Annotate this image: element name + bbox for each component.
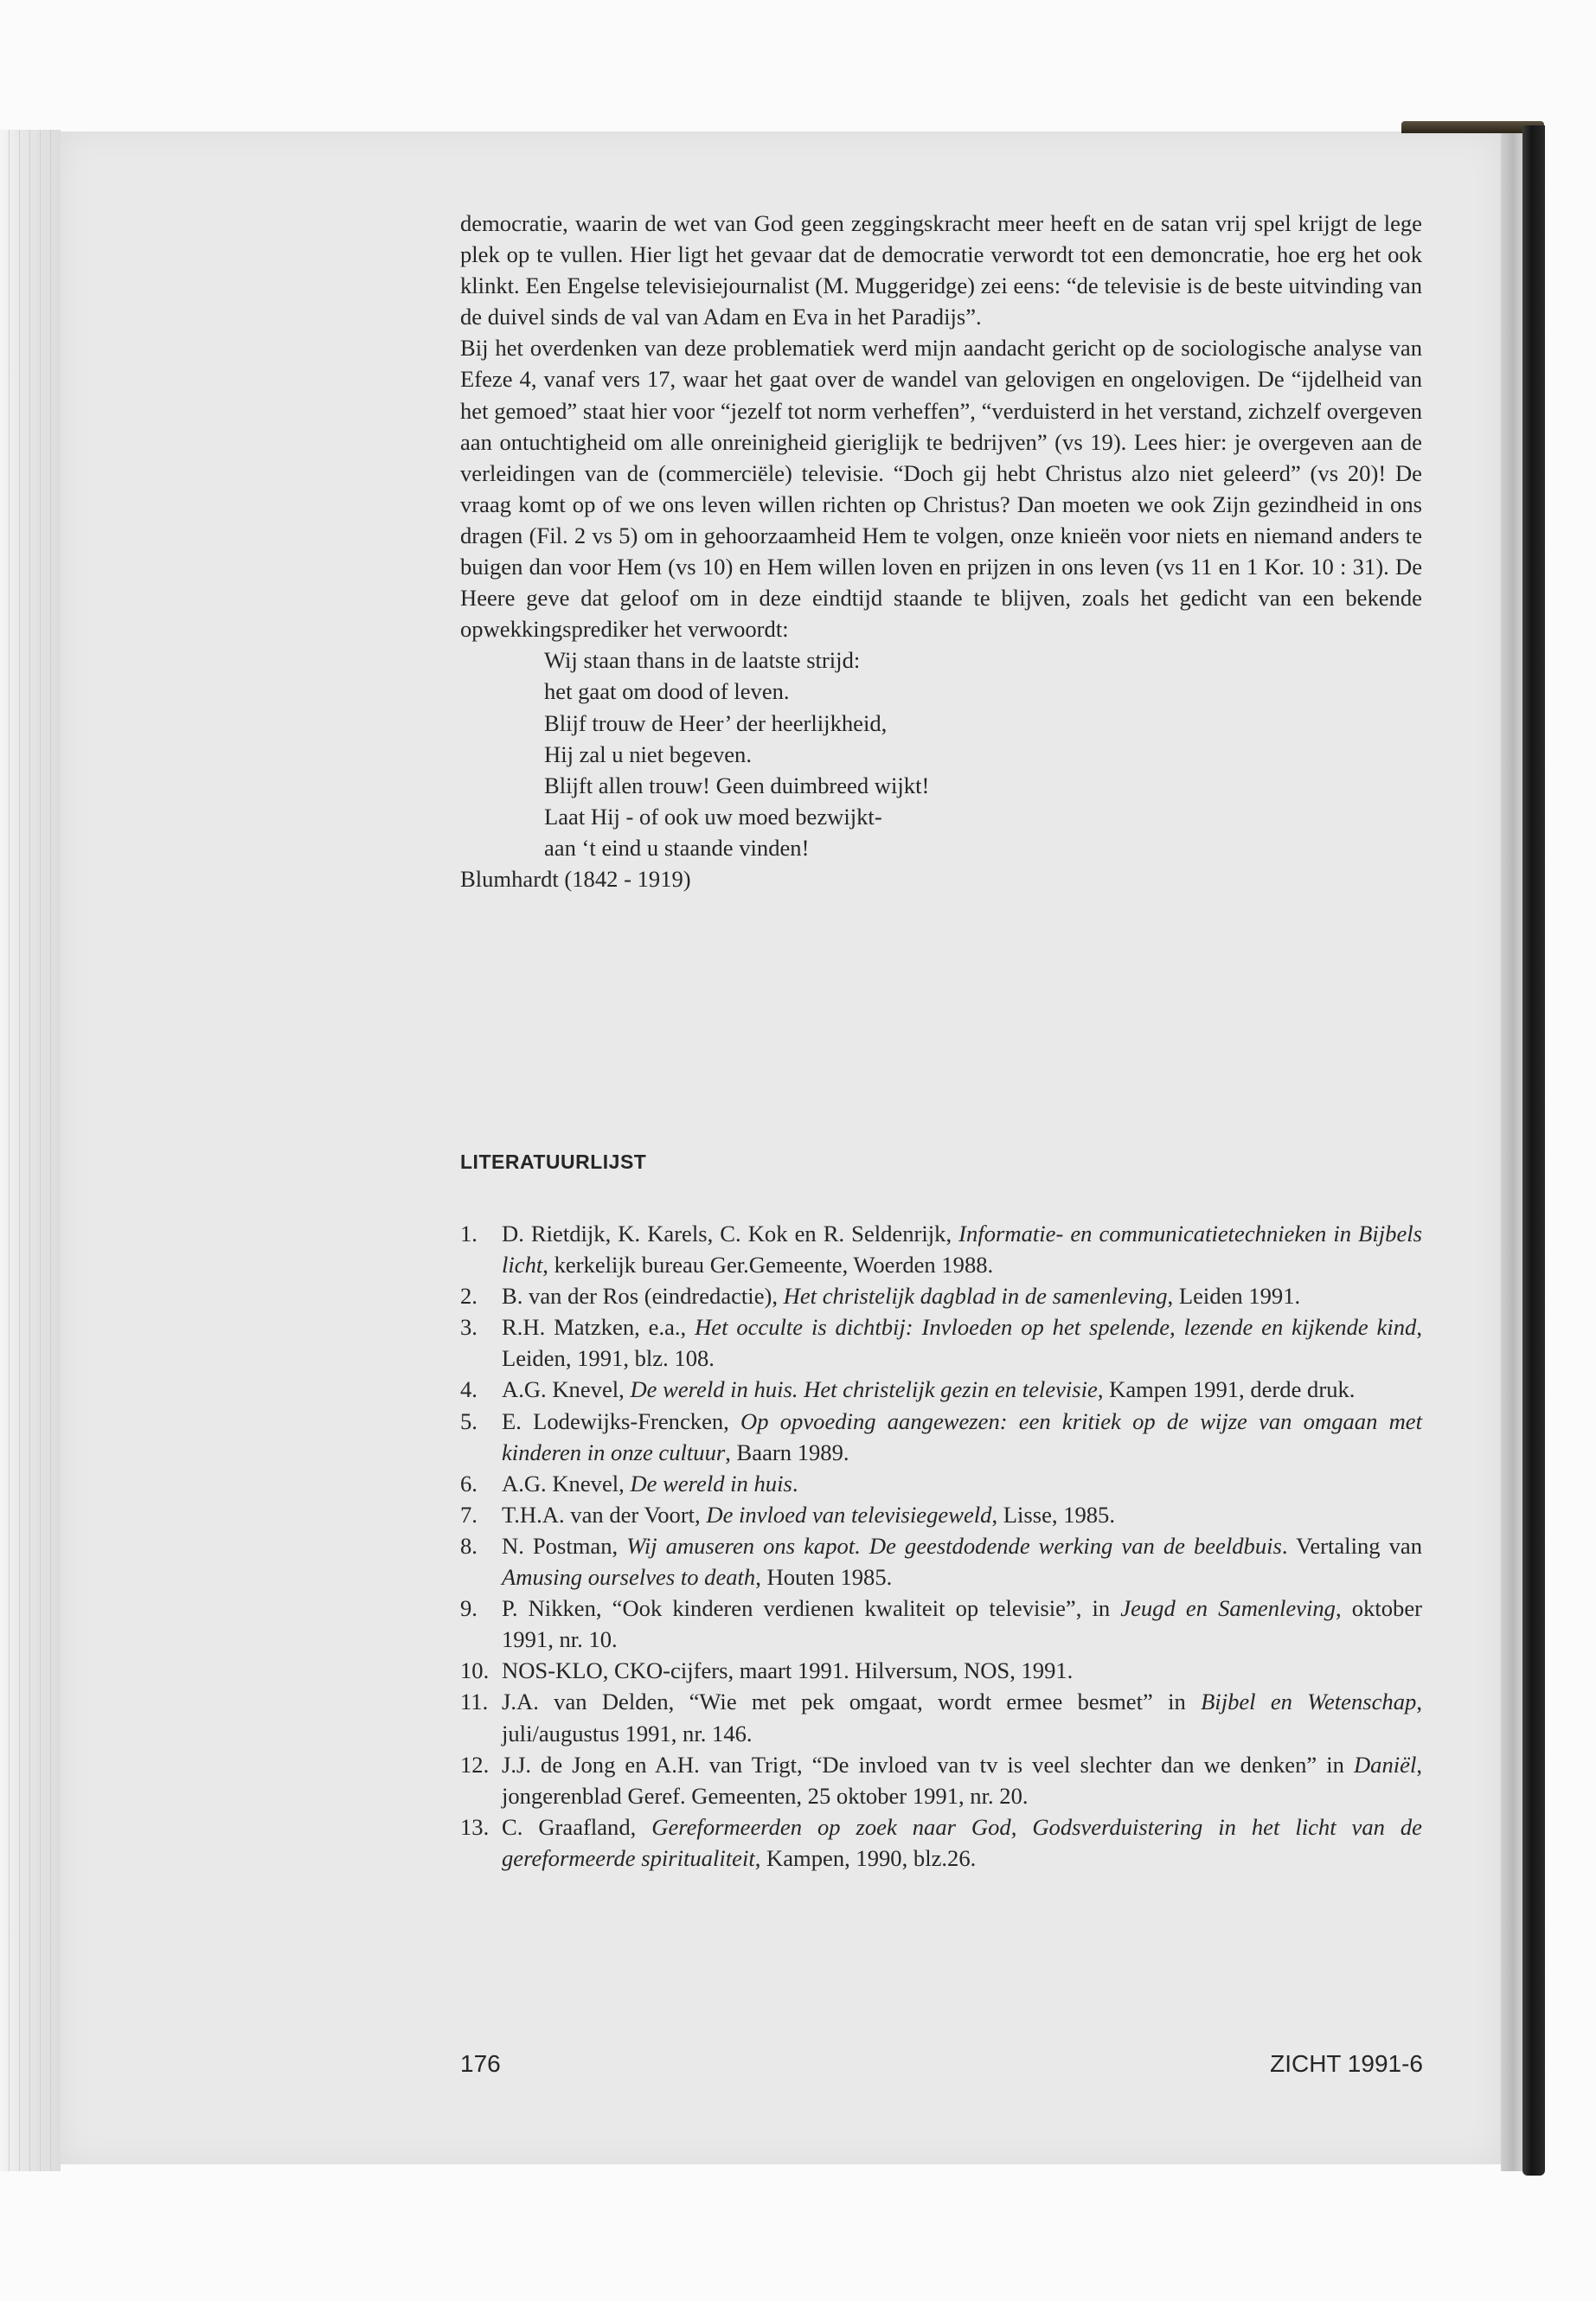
literature-heading: LITERATUURLIJST bbox=[460, 1150, 647, 1173]
literature-item: 2. B. van der Ros (eindredactie), Het christelijk dagblad in de samenleving, Leiden 1991. bbox=[460, 1283, 1301, 1310]
article-body bbox=[460, 208, 1422, 894]
book-spine bbox=[1522, 125, 1545, 2176]
literature-item: 5. E. Lodewijks-Frencken, Op opvoeding aangewezen: een kritiek op de wijze van omgaan met kinderen in onze cultuur, Baarn 1989. bbox=[460, 1407, 1422, 1465]
poem-line: Blijft allen trouw! Geen duimbreed wijkt! bbox=[544, 772, 930, 798]
poem-line: Wij staan thans in de laatste strijd: bbox=[544, 647, 861, 674]
literature-item: 7. T.H.A. van der Voort, De invloed van televisiegeweld, Lisse, 1985. bbox=[460, 1501, 1116, 1528]
poem-line: Hij zal u niet begeven. bbox=[544, 740, 752, 767]
literature-item: 8. N. Postman, Wij amuseren ons kapot. De geestdodende werking van de beeldbuis. Vertaling van Amusing ourselves to death, Houten 1985. bbox=[460, 1532, 1422, 1591]
page-number: 176 bbox=[460, 2050, 501, 2077]
literature-item: 13. C. Graafland, Gereformeerden op zoek naar God, Godsverduistering in het licht van de gereformeerde spiritualiteit, Kampen, 1990, blz.26. bbox=[460, 1813, 1422, 1871]
literature-item: 11. J.A. van Delden, “Wie met pek omgaat, wordt ermee besmet” in Bijbel en Wetenschap, juli/augustus 1991, nr. 146. bbox=[460, 1689, 1422, 1747]
literature-item: 6. A.G. Knevel, De wereld in huis. bbox=[460, 1470, 798, 1497]
literature-item: 3. R.H. Matzken, e.a., Het occulte is dichtbij: Invloeden op het spelende, lezende en kijkende kind, Leiden, 1991, blz. 108. bbox=[460, 1314, 1422, 1372]
literature-list bbox=[460, 1218, 1422, 1874]
poem-line: Blijf trouw de Heer’ der heerlijkheid, bbox=[544, 709, 888, 736]
book-page-stack-left bbox=[0, 130, 61, 2171]
poem bbox=[544, 644, 1422, 863]
literature-item: 12. J.J. de Jong en A.H. van Trigt, “De invloed van tv is veel slechter dan we denken” in Daniël, jongerenblad Geref. Gemeenten, 25 oktober 1991, nr. 20. bbox=[460, 1751, 1422, 1809]
book-page-stack-right bbox=[1501, 130, 1525, 2171]
poem-attribution: Blumhardt (1842 - 1919) bbox=[460, 865, 691, 892]
literature-item: 1. D. Rietdijk, K. Karels, C. Kok en R. Seldenrijk, Informatie- en communicatietechnieken in Bijbels licht, kerkelijk bureau Ger.Gemeente, Woerden 1988. bbox=[460, 1221, 1422, 1279]
literature-item: 10. NOS-KLO, CKO-cijfers, maart 1991. Hilversum, NOS, 1991. bbox=[460, 1657, 1074, 1684]
body-paragraph: democratie, waarin de wet van God geen zeggingskracht meer heeft en de satan vrij spel krijgt de lege plek op te vullen. Hier ligt het gevaar dat de democratie verwordt tot een demoncratie, hoe erg het ook klinkt. Een Engelse televisiejournalist (M. Muggeridge) zei eens: “de televisie is de beste uitvinding van de duivel sinds de val van Adam en Eva in het Paradijs”. bbox=[460, 210, 1422, 330]
body-paragraph: Bij het overdenken van deze problematiek werd mijn aandacht gericht op de sociologische analyse van Efeze 4, vanaf vers 17, waar het gaat over de wandel van gelovigen en ongelovigen. De “ijdelheid van het gemoed” staat hier voor “jezelf tot norm verheffen”, “verduisterd in het verstand, zichzelf overgeven aan ontuchtigheid om alle onreinigheid gieriglijk te bedrijven” (vs 19). Lees hier: je overgeven aan de verleidingen van de (commerciële) televisie. “Doch gij hebt Christus alzo niet geleerd” (vs 20)! De vraag komt op of we ons leven willen richten op Christus? Dan moeten we ook Zijn gezindheid in ons dragen (Fil. 2 vs 5) om in gehoorzaamheid Hem te volgen, onze knieën voor niets en niemand anders te buigen dan voor Hem (vs 10) en Hem willen loven en prijzen in ons leven (vs 11 en 1 Kor. 10 : 31). De Heere geve dat geloof om in deze eindtijd staande te blijven, zoals het gedicht van een bekende opwekkingsprediker het verwoordt: bbox=[460, 335, 1422, 643]
poem-line: het gaat om dood of leven. bbox=[544, 678, 790, 705]
journal-issue: ZICHT 1991-6 bbox=[1270, 2050, 1423, 2077]
poem-line: aan ‘t eind u staande vinden! bbox=[544, 834, 810, 861]
poem-line: Laat Hij - of ook uw moed bezwijkt- bbox=[544, 803, 882, 830]
literature-item: 9. P. Nikken, “Ook kinderen verdienen kwaliteit op televisie”, in Jeugd en Samenleving, oktober 1991, nr. 10. bbox=[460, 1595, 1422, 1653]
literature-item: 4. A.G. Knevel, De wereld in huis. Het christelijk gezin en televisie, Kampen 1991, derde druk. bbox=[460, 1376, 1356, 1403]
